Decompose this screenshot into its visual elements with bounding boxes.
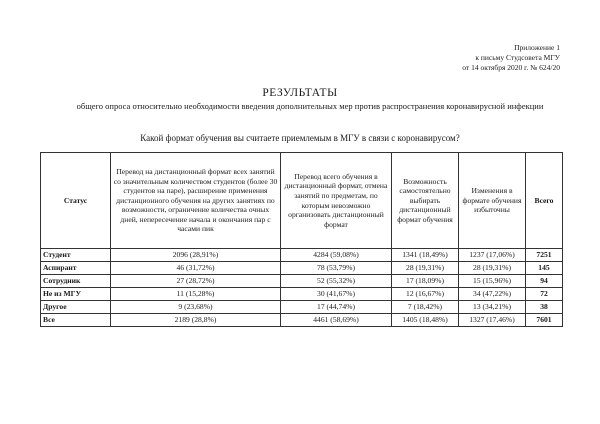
cell-total: 7251 — [526, 249, 563, 262]
row-status: Студент — [41, 249, 111, 262]
results-table — [40, 152, 563, 327]
cell-option-1: 11 (15,28%) — [111, 288, 281, 301]
header-total: Всего — [526, 153, 563, 249]
survey-question: Какой формат обучения вы считаете приемлемым в МГУ в связи с коронавирусом? — [140, 133, 460, 143]
appendix-note — [462, 43, 560, 73]
cell-option-2: 17 (44,74%) — [281, 301, 392, 314]
cell-option-1: 2189 (28,8%) — [111, 314, 281, 327]
table-row — [41, 288, 563, 301]
cell-option-4: 1237 (17,06%) — [459, 249, 526, 262]
cell-total: 7601 — [526, 314, 563, 327]
table-row — [41, 249, 563, 262]
header-option-1: Перевод на дистанционный формат всех занятий со значительным количеством студентов (более 30 студентов на паре), расширение применения дистанционного обучения на других занятиях по возможности, ограничение количества очных дней, непересечение начала и окончания пар с часами пик — [111, 153, 281, 249]
cell-option-3: 1405 (18,48%) — [392, 314, 459, 327]
cell-option-2: 52 (55,32%) — [281, 275, 392, 288]
table-row — [41, 262, 563, 275]
cell-option-2: 78 (53,79%) — [281, 262, 392, 275]
row-status: Все — [41, 314, 111, 327]
header-option-4: Изменения в формате обучения избыточны — [459, 153, 526, 249]
cell-option-3: 1341 (18,49%) — [392, 249, 459, 262]
header-status: Статус — [41, 153, 111, 249]
cell-option-3: 17 (18,09%) — [392, 275, 459, 288]
cell-total: 72 — [526, 288, 563, 301]
cell-option-1: 27 (28,72%) — [111, 275, 281, 288]
cell-option-1: 2096 (28,91%) — [111, 249, 281, 262]
cell-option-4: 28 (19,31%) — [459, 262, 526, 275]
cell-option-4: 15 (15,96%) — [459, 275, 526, 288]
cell-option-1: 46 (31,72%) — [111, 262, 281, 275]
cell-option-2: 4461 (58,69%) — [281, 314, 392, 327]
row-status: Аспирант — [41, 262, 111, 275]
cell-total: 94 — [526, 275, 563, 288]
cell-total: 38 — [526, 301, 563, 314]
table-row — [41, 314, 563, 327]
header-option-2: Перевод всего обучения в дистанционный формат, отмена занятий по предметам, по которым невозможно организовать дистанционный формат — [281, 153, 392, 249]
cell-option-4: 13 (34,21%) — [459, 301, 526, 314]
table-row — [41, 275, 563, 288]
row-status: Не из МГУ — [41, 288, 111, 301]
table-row — [41, 301, 563, 314]
cell-option-4: 34 (47,22%) — [459, 288, 526, 301]
document-subtitle: общего опроса относительно необходимости введения дополнительных мер против распространения коронавирусной инфекции — [76, 101, 544, 111]
cell-option-1: 9 (23,68%) — [111, 301, 281, 314]
document-title: РЕЗУЛЬТАТЫ — [262, 87, 338, 99]
cell-total: 145 — [526, 262, 563, 275]
appendix-line-2: к письму Студсовета МГУ — [475, 53, 560, 62]
appendix-line-3: от 14 октября 2020 г. № 624/20 — [462, 63, 560, 72]
row-status: Другое — [41, 301, 111, 314]
appendix-line-1: Приложение 1 — [514, 43, 560, 52]
cell-option-3: 12 (16,67%) — [392, 288, 459, 301]
header-option-3: Возможность самостоятельно выбирать дистанционный формат обучения — [392, 153, 459, 249]
cell-option-2: 30 (41,67%) — [281, 288, 392, 301]
cell-option-2: 4284 (59,08%) — [281, 249, 392, 262]
row-status: Сотрудник — [41, 275, 111, 288]
cell-option-3: 28 (19,31%) — [392, 262, 459, 275]
table-header-row — [41, 153, 563, 249]
cell-option-3: 7 (18,42%) — [392, 301, 459, 314]
cell-option-4: 1327 (17,46%) — [459, 314, 526, 327]
